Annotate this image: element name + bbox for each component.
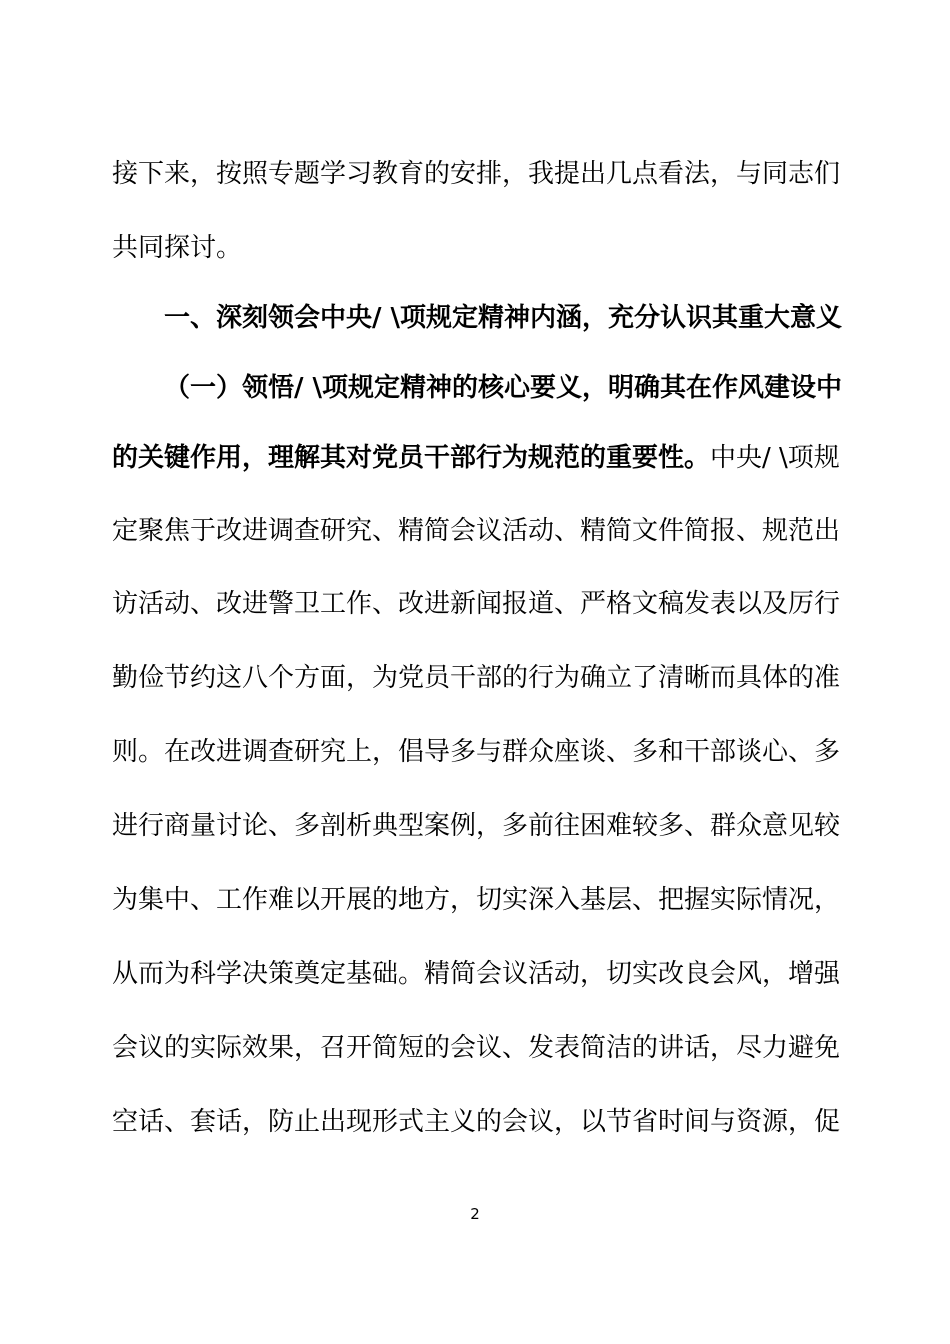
subsection-heading-line-2 — [112, 440, 840, 476]
body-text-line-1: 接下来，按照专题学习教育的安排，我提出几点看法，与同志们 — [112, 159, 841, 189]
body-text-line-14: 空话、套话，防止出现形式主义的会议，以节省时间与资源，促 — [112, 1107, 841, 1137]
body-text-inline-start: 中央/ \项规 — [710, 443, 840, 473]
body-text-line-12: 从而为科学决策奠定基础。精简会议活动，切实改良会风，增强 — [112, 959, 841, 989]
body-text-line-11: 为集中、工作难以开展的地方，切实深入基层、把握实际情况， — [112, 885, 841, 915]
body-text-line-6: 定聚焦于改进调查研究、精简会议活动、精简文件简报、规范出 — [112, 516, 841, 546]
body-text-line-10: 进行商量讨论、多剖析典型案例，多前往困难较多、群众意见较 — [112, 811, 841, 841]
subsection-heading-bold-tail: 的关键作用，理解其对党员干部行为规范的重要性。 — [112, 443, 711, 473]
subsection-heading-line-1: （一）领悟/ \项规定精神的核心要义，明确其在作风建设中 — [164, 373, 843, 403]
page-number: 2 — [470, 1205, 480, 1223]
section-heading: 一、深刻领会中央/ \项规定精神内涵，充分认识其重大意义 — [164, 303, 843, 333]
body-text-line-9: 则。在改进调查研究上，倡导多与群众座谈、多和干部谈心、多 — [112, 737, 841, 767]
body-text-line-8: 勤俭节约这八个方面，为党员干部的行为确立了清晰而具体的准 — [112, 663, 841, 693]
body-text-line-7: 访活动、改进警卫工作、改进新闻报道、严格文稿发表以及厉行 — [112, 589, 841, 619]
body-text-line-13: 会议的实际效果，召开简短的会议、发表简洁的讲话，尽力避免 — [112, 1033, 841, 1063]
body-text-line-2: 共同探讨。 — [112, 233, 243, 263]
